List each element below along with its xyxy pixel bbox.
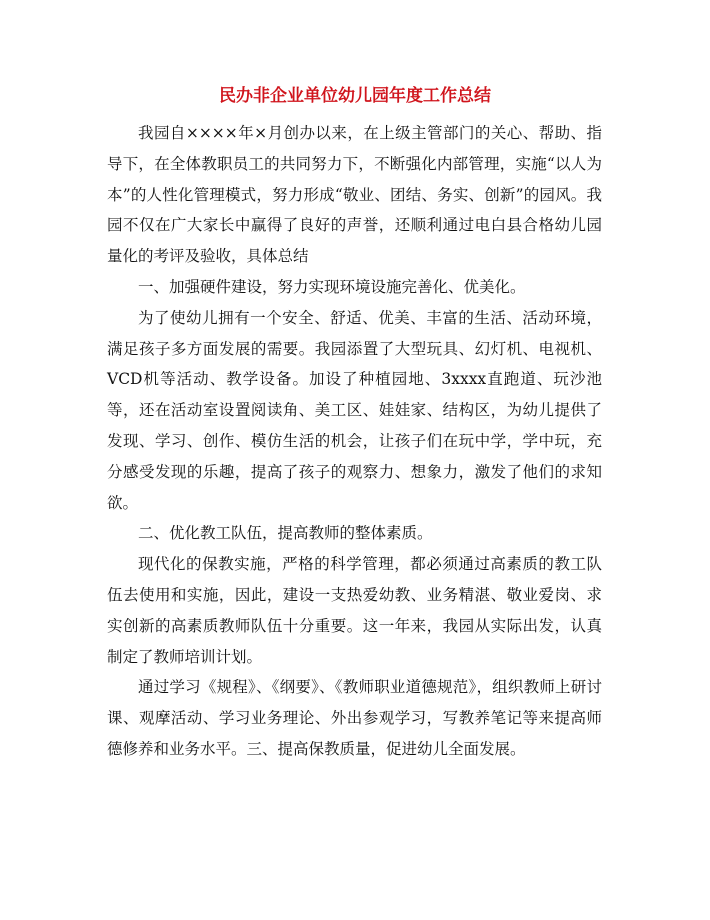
intro-paragraph: 我园自××××年×月创办以来，在上级主管部门的关心、帮助、指导下，在全体教职员工的共同努力下，不断强化内部管理，实施“以人为本”的人性化管理模式，努力形成“敬业、团结、务实、创新”的园风。我园不仅在广大家长中赢得了良好的声誉，还顺利通过电白县合格幼儿园量化的考评及验收，具体总结 xyxy=(107,124,602,266)
section-heading-1: 一、加强硬件建设，努力实现环境设施完善化、优美化。 xyxy=(138,277,526,296)
document-title: 民办非企业单位幼儿园年度工作总结 xyxy=(219,86,491,106)
document-body xyxy=(107,118,602,765)
section-heading-2: 二、优化教工队伍，提高教师的整体素质。 xyxy=(138,524,433,543)
hardware-paragraph: 为了使幼儿拥有一个安全、舒适、优美、丰富的生活、活动环境，满足孩子多方面发展的需要。我园添置了大型玩具、幻灯机、电视机、VCD机等活动、教学设备。加设了种植园地、3xxxx直跑道、玩沙池等，还在活动室设置阅读角、美工区、娃娃家、结构区，为幼儿提供了发现、学习、创作、模仿生活的机会，让孩子们在玩中学，学中玩，充分感受发现的乐趣，提高了孩子的观察力、想象力，激发了他们的求知欲。 xyxy=(107,308,602,512)
staff-paragraph: 现代化的保教实施，严格的科学管理，都必须通过高素质的教工队伍去使用和实施，因此，建设一支热爱幼教、业务精湛、敬业爱岗、求实创新的高素质教师队伍十分重要。这一年来，我园从实际出发，认真制定了教师培训计划。 xyxy=(107,555,602,666)
training-paragraph: 通过学习《规程》、《纲要》、《教师职业道德规范》，组织教师上研讨课、观摩活动、学习业务理论、外出参观学习，写教养笔记等来提高师德修养和业务水平。三、提高保教质量，促进幼儿全面发展。 xyxy=(107,678,602,758)
